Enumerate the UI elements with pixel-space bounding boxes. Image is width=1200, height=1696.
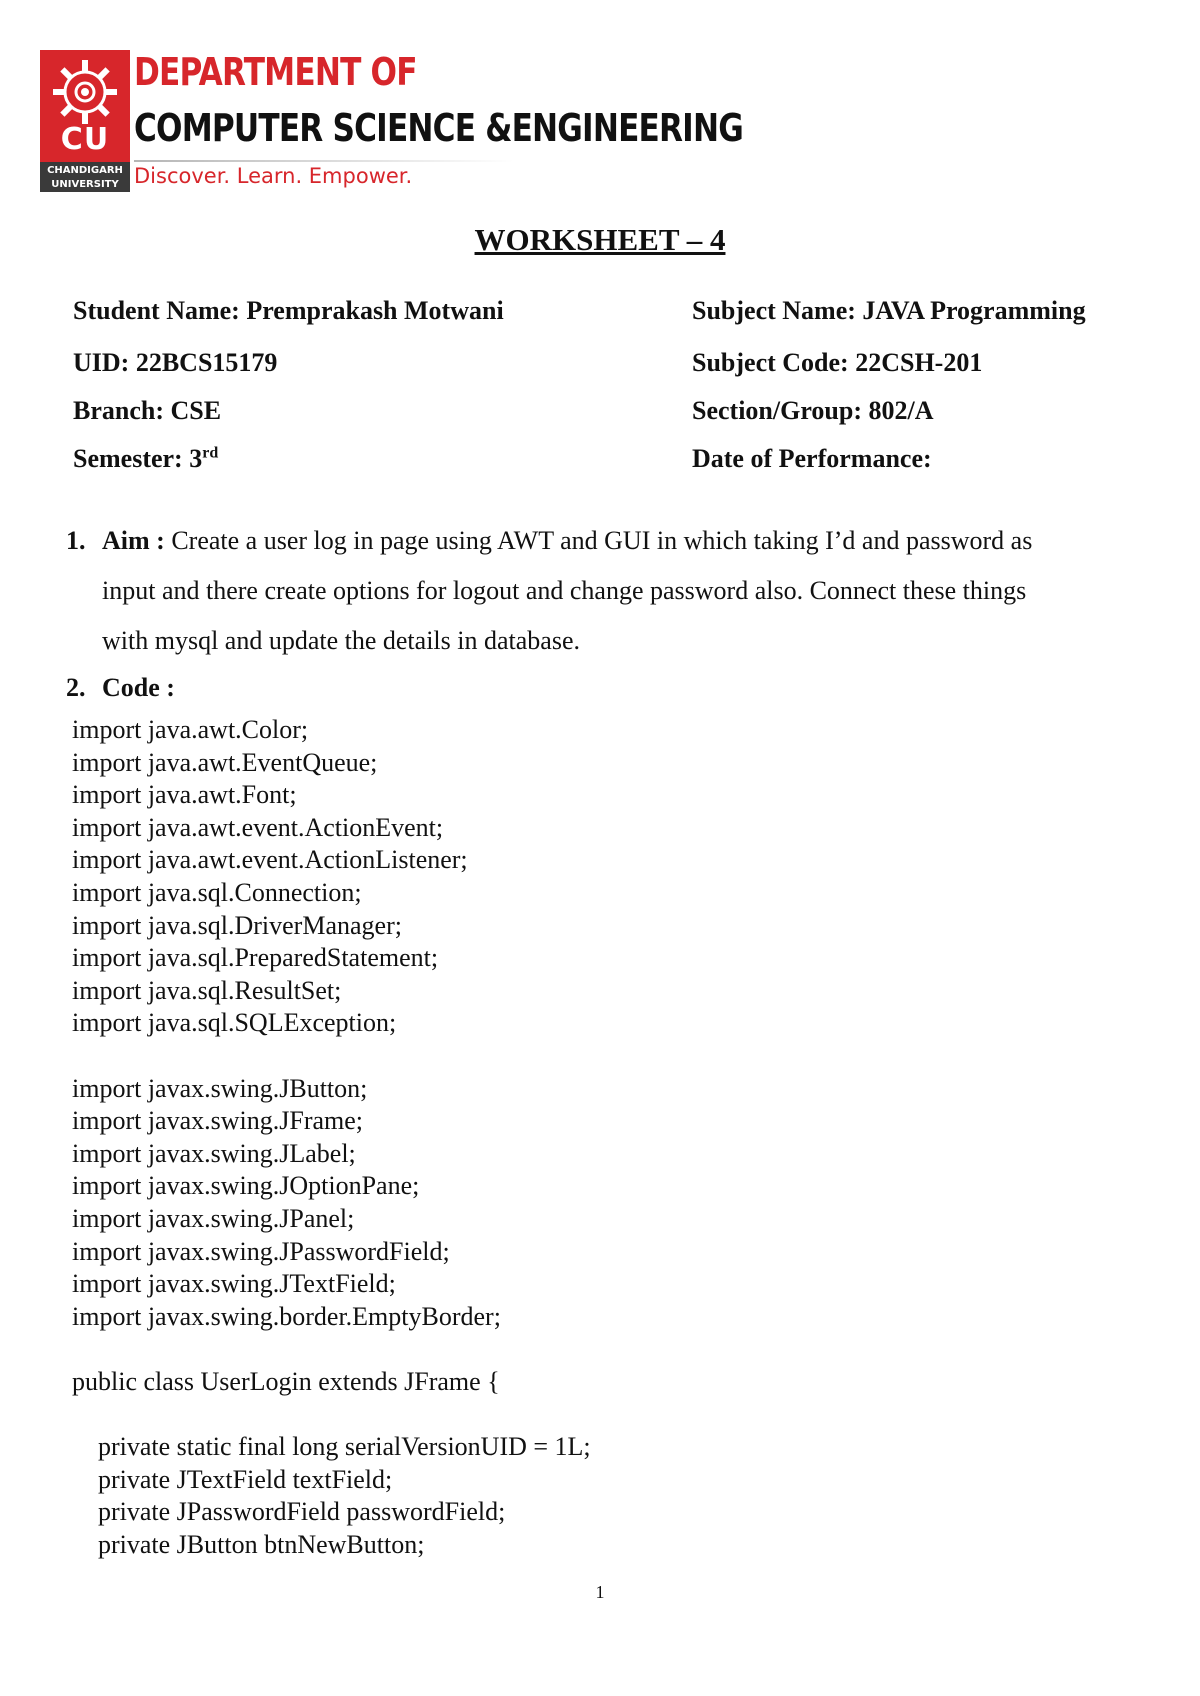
student-name: Student Name: Premprakash Motwani xyxy=(73,296,504,325)
logo-university-name: CHANDIGARH UNIVERSITY xyxy=(40,162,130,192)
department-title-line2: COMPUTER SCIENCE &ENGINEERING xyxy=(134,106,743,150)
semester-suffix: rd xyxy=(202,444,219,462)
branch: Branch: CSE xyxy=(73,396,222,425)
uid: UID: 22BCS15179 xyxy=(73,348,278,377)
aim-text-line3: with mysql and update the details in database. xyxy=(102,626,580,655)
gear-emblem-icon xyxy=(49,56,121,128)
section-group: Section/Group: 802/A xyxy=(692,396,934,425)
header-divider xyxy=(134,160,514,162)
code-label: Code : xyxy=(102,673,175,702)
subject-code: Subject Code: 22CSH-201 xyxy=(692,348,983,377)
semester-value: Semester: 3 xyxy=(73,444,203,473)
page-number: 1 xyxy=(595,1582,605,1602)
aim-item xyxy=(66,526,1032,556)
code-number: 2. xyxy=(66,673,86,702)
department-title-line1: DEPARTMENT OF xyxy=(134,50,417,94)
aim-label: Aim : xyxy=(102,526,165,555)
department-header xyxy=(40,50,743,200)
code-item xyxy=(66,673,175,703)
aim-number: 1. xyxy=(66,526,86,555)
tagline: Discover. Learn. Empower. xyxy=(134,164,413,188)
subject-name: Subject Name: JAVA Programming xyxy=(692,296,1086,325)
date-of-performance: Date of Performance: xyxy=(692,444,932,473)
logo-abbrev: CU xyxy=(60,122,110,157)
aim-text-line1: Create a user log in page using AWT and GUI in which taking I’d and password as xyxy=(164,526,1033,555)
aim-text-line2: input and there create options for logout and change password also. Connect these things xyxy=(102,576,1027,605)
university-logo xyxy=(40,50,130,192)
semester xyxy=(73,444,218,474)
code-block: import java.awt.Color; import java.awt.EventQueue; import java.awt.Font; import java.awt.event.ActionEvent; import java.awt.event.ActionListener; import java.sql.Connection; import java.sql.DriverManager; import java.sql.PreparedStatement; import java.sql.ResultSet; import java.sql.SQLException; import javax.swing.JButton; import javax.swing.JFrame; import javax.swing.JLabel; import javax.swing.JOptionPane; import javax.swing.JPanel; import javax.swing.JPasswordField; import javax.swing.JTextField; import javax.swing.border.EmptyBorder; public class UserLogin extends JFrame { private static final long serialVersionUID = 1L; private JTextField textField; private JPasswordField passwordField; private JButton btnNewButton; xyxy=(72,715,591,1559)
worksheet-title: WORKSHEET – 4 xyxy=(474,222,726,257)
